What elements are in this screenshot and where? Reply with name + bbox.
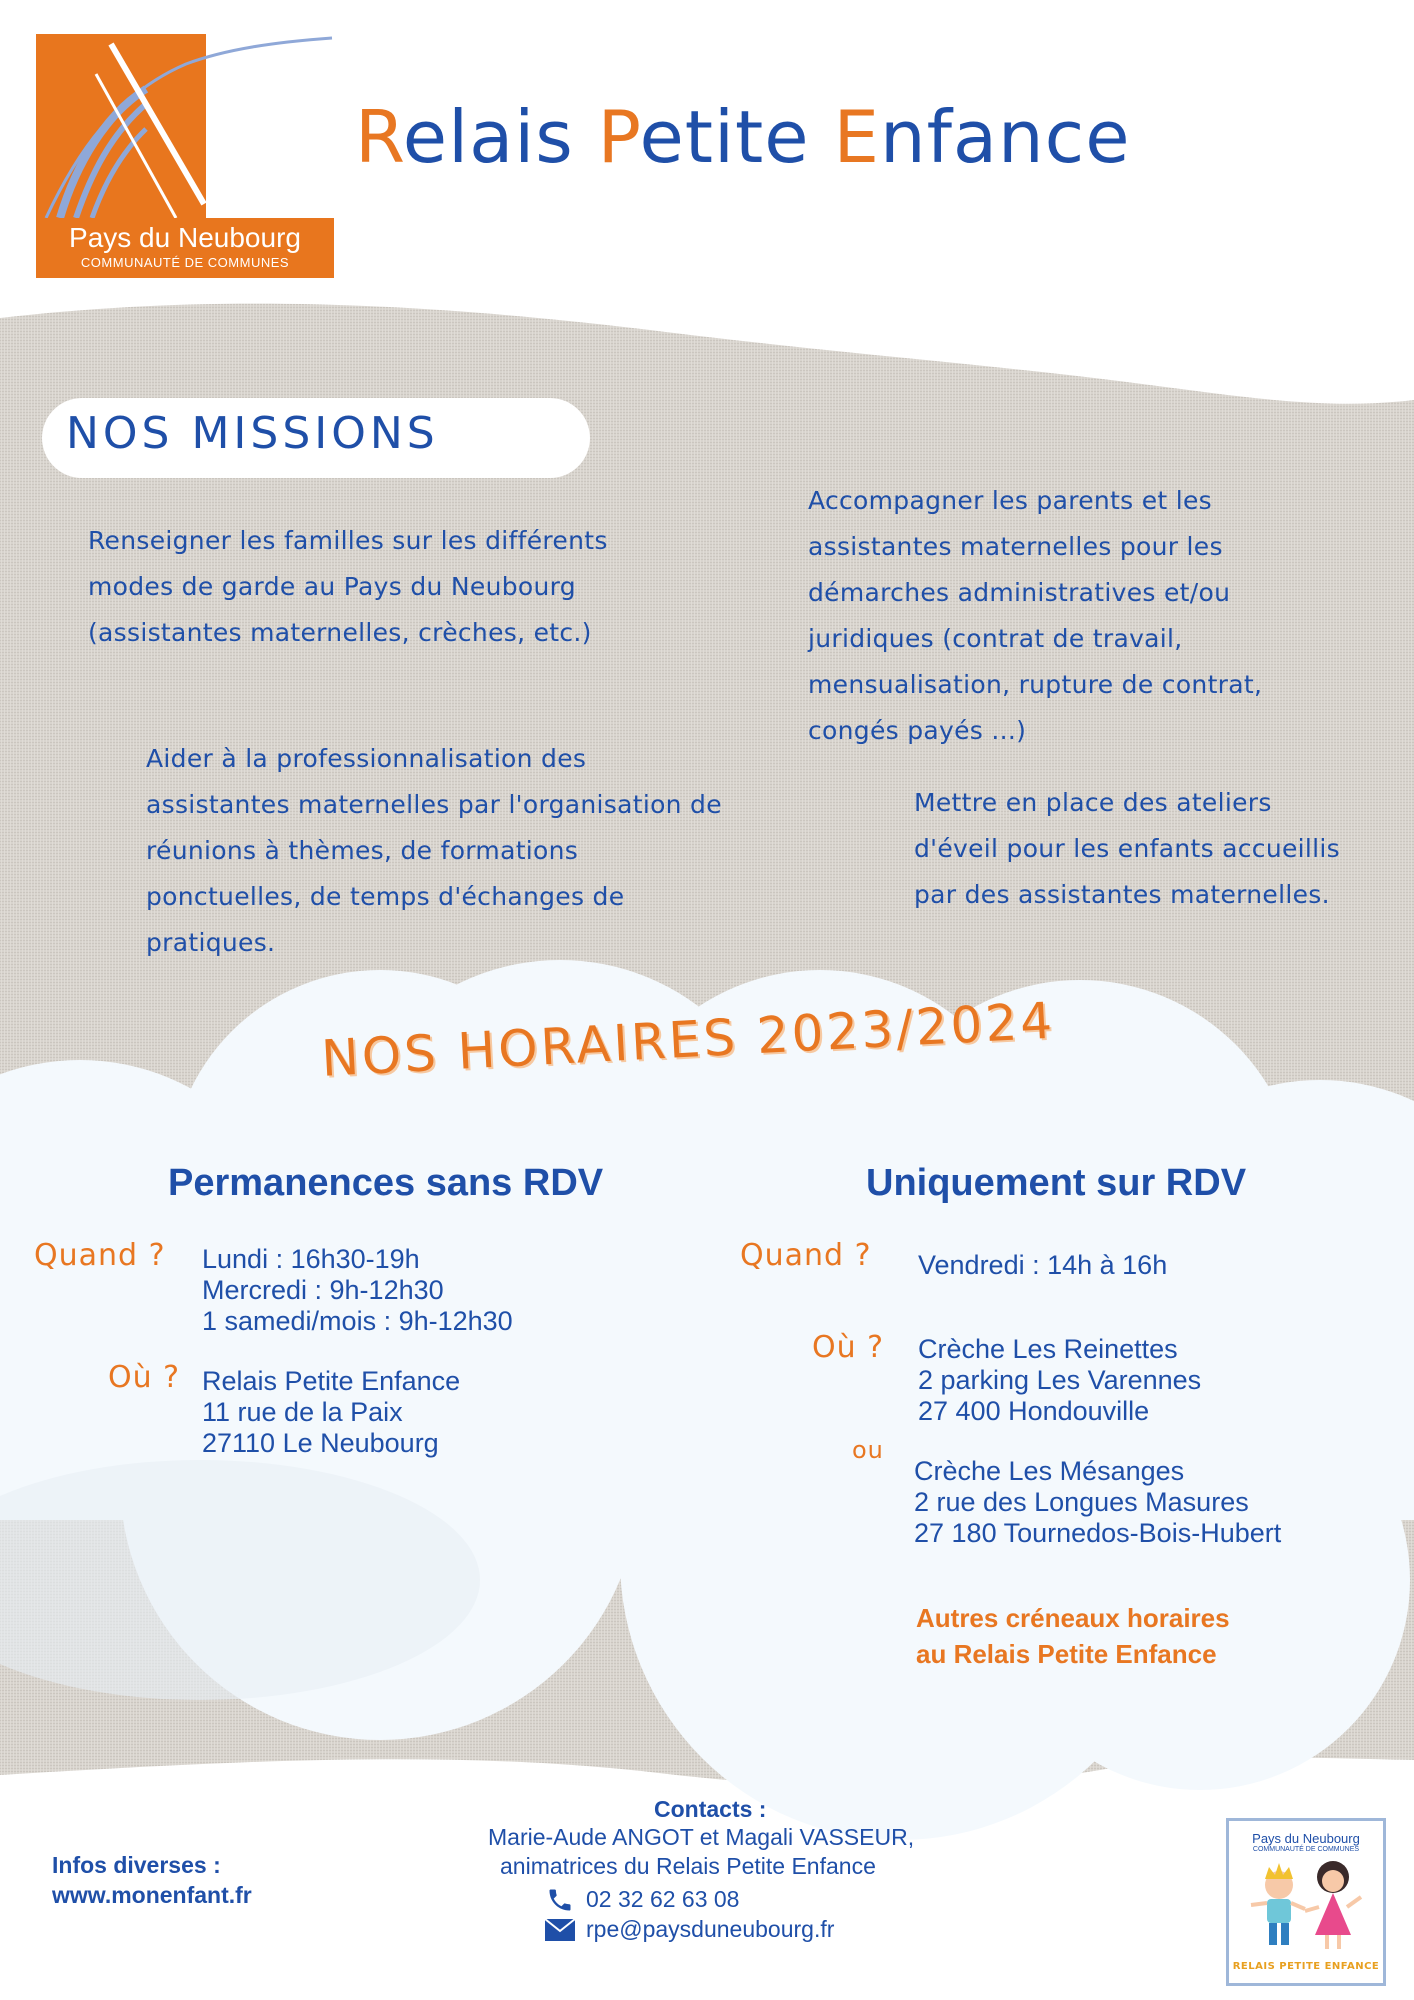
missions-title: NOS MISSIONS (66, 408, 439, 459)
title-initial-1: R (355, 95, 403, 179)
mission-item-3 (146, 736, 722, 966)
info-line: Crèche Les Reinettes (918, 1334, 1178, 1364)
mission-line: d'éveil pour les enfants accueillis (914, 834, 1340, 863)
title-rest-3: nfance (879, 95, 1131, 179)
mission-line: Aider à la professionnalisation des (146, 744, 587, 773)
children-illustration-icon (1229, 1853, 1383, 1961)
info-line: Mercredi : 9h-12h30 (202, 1275, 444, 1305)
left-where-label: Où ? (108, 1360, 181, 1395)
logo-subtitle: COMMUNAUTÉ DE COMMUNES (80, 255, 290, 270)
mission-line: mensualisation, rupture de contrat, (808, 670, 1263, 699)
email-address[interactable]: rpe@paysduneubourg.fr (586, 1916, 835, 1942)
title-initial-2: P (597, 95, 640, 179)
contacts-role: animatrices du Relais Petite Enfance (500, 1853, 876, 1879)
contacts-label: Contacts : (654, 1796, 767, 1822)
mission-line: juridiques (contrat de travail, (808, 624, 1183, 653)
info-line: 27110 Le Neubourg (202, 1428, 439, 1458)
mission-item-4 (914, 780, 1340, 918)
mission-line: démarches administratives et/ou (808, 578, 1231, 607)
left-heading: Permanences sans RDV (168, 1162, 604, 1204)
title-initial-3: E (833, 95, 880, 179)
mission-line: pratiques. (146, 928, 276, 957)
info-line: 1 samedi/mois : 9h-12h30 (202, 1306, 513, 1336)
mission-line: Renseigner les familles sur les différents (88, 526, 608, 555)
title-rest-1: elais (402, 95, 598, 179)
mini-logo-sub: COMMUNAUTÉ DE COMMUNES (1252, 1846, 1360, 1853)
right-heading: Uniquement sur RDV (866, 1162, 1247, 1204)
mission-item-2 (808, 478, 1262, 754)
right-when-label: Quand ? (740, 1238, 872, 1273)
left-where-info (202, 1366, 460, 1459)
phone-number[interactable]: 02 32 62 63 08 (586, 1886, 740, 1912)
mission-line: (assistantes maternelles, crèches, etc.) (88, 618, 592, 647)
mini-logo-name: Pays du Neubourg (1252, 1831, 1360, 1846)
mini-logo-caption: RELAIS PETITE ENFANCE (1232, 1961, 1380, 1972)
right-where-label: Où ? (812, 1330, 885, 1365)
autres-creneaux (916, 1600, 1230, 1672)
title-rest-2: etite (639, 95, 834, 179)
infos-label: Infos diverses : (52, 1852, 221, 1878)
phone-icon (546, 1886, 574, 1914)
right-where-info (918, 1334, 1201, 1427)
mission-line: congés payés ...) (808, 716, 1027, 745)
mission-line: assistantes maternelles pour les (808, 532, 1223, 561)
left-when-label: Quand ? (34, 1238, 166, 1273)
rpe-logo (1226, 1818, 1386, 1986)
info-line: 11 rue de la Paix (202, 1397, 403, 1427)
infos-url[interactable]: www.monenfant.fr (52, 1882, 252, 1908)
mail-icon (544, 1918, 576, 1942)
info-line: 2 rue des Longues Masures (914, 1487, 1249, 1517)
mission-line: Mettre en place des ateliers (914, 788, 1272, 817)
mission-line: réunions à thèmes, de formations (146, 836, 579, 865)
contacts-names: Marie-Aude ANGOT et Magali VASSEUR, (488, 1824, 915, 1850)
autres-line: Autres créneaux horaires (916, 1603, 1230, 1633)
mission-line: assistantes maternelles par l'organisation de (146, 790, 722, 819)
autres-line: au Relais Petite Enfance (916, 1639, 1217, 1669)
mission-line: Accompagner les parents et les (808, 486, 1213, 515)
info-line: Relais Petite Enfance (202, 1366, 461, 1396)
right-when-info (918, 1250, 1167, 1281)
right-alt-info (914, 1456, 1281, 1549)
info-line: Crèche Les Mésanges (914, 1456, 1185, 1486)
mission-line: modes de garde au Pays du Neubourg (88, 572, 576, 601)
logo-name: Pays du Neubourg (69, 222, 301, 253)
mission-line: par des assistantes maternelles. (914, 880, 1330, 909)
horaires-title: NOS HORAIRES 2023/2024 (320, 991, 1057, 1088)
info-line: Vendredi : 14h à 16h (918, 1250, 1168, 1280)
page-title (355, 95, 1131, 179)
or-label: ou (852, 1436, 884, 1464)
mission-item-1 (88, 518, 608, 656)
info-line: 27 180 Tournedos-Bois-Hubert (914, 1518, 1282, 1548)
info-line: Lundi : 16h30-19h (202, 1244, 420, 1274)
info-line: 27 400 Hondouville (918, 1396, 1150, 1426)
left-when-info (202, 1244, 513, 1337)
mission-line: ponctuelles, de temps d'échanges de (146, 882, 625, 911)
logo-text-block (36, 218, 334, 278)
info-line: 2 parking Les Varennes (918, 1365, 1202, 1395)
